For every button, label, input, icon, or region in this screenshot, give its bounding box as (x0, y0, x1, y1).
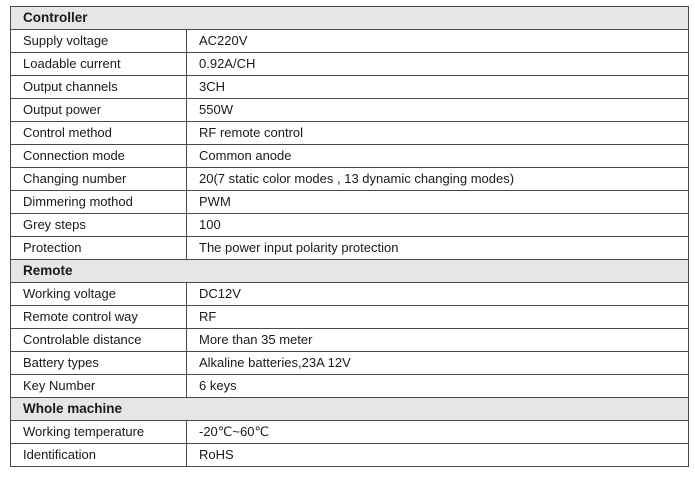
row-value: AC220V (187, 30, 689, 53)
row-value: 100 (187, 214, 689, 237)
row-label: Identification (11, 444, 187, 467)
row-label: Working temperature (11, 421, 187, 444)
row-value: Common anode (187, 145, 689, 168)
section-header-whole-machine (11, 398, 689, 421)
row-value: 0.92A/CH (187, 53, 689, 76)
table-row (11, 99, 689, 122)
row-label: Battery types (11, 352, 187, 375)
row-label: Supply voltage (11, 30, 187, 53)
table-row (11, 191, 689, 214)
table-row (11, 122, 689, 145)
row-label: Control method (11, 122, 187, 145)
row-label: Connection mode (11, 145, 187, 168)
row-label: Output channels (11, 76, 187, 99)
row-value: PWM (187, 191, 689, 214)
table-row (11, 329, 689, 352)
row-label: Remote control way (11, 306, 187, 329)
row-label: Working voltage (11, 283, 187, 306)
table-row (11, 214, 689, 237)
section-title: Controller (11, 7, 689, 30)
row-value: RoHS (187, 444, 689, 467)
row-label: Output power (11, 99, 187, 122)
row-value: RF (187, 306, 689, 329)
row-value: 550W (187, 99, 689, 122)
row-value: More than 35 meter (187, 329, 689, 352)
table-row (11, 283, 689, 306)
table-row (11, 421, 689, 444)
section-header-controller (11, 7, 689, 30)
table-row (11, 145, 689, 168)
row-value: -20℃~60℃ (187, 421, 689, 444)
table-row (11, 352, 689, 375)
table-row (11, 30, 689, 53)
row-value: 20(7 static color modes , 13 dynamic changing modes) (187, 168, 689, 191)
row-value: 6 keys (187, 375, 689, 398)
table-row (11, 375, 689, 398)
table-row (11, 444, 689, 467)
row-value: The power input polarity protection (187, 237, 689, 260)
row-label: Dimmering mothod (11, 191, 187, 214)
row-label: Loadable current (11, 53, 187, 76)
row-value: DC12V (187, 283, 689, 306)
table-row (11, 53, 689, 76)
row-value: RF remote control (187, 122, 689, 145)
row-value: Alkaline batteries,23A 12V (187, 352, 689, 375)
section-title: Remote (11, 260, 689, 283)
table-row (11, 306, 689, 329)
row-label: Grey steps (11, 214, 187, 237)
spec-table (10, 6, 689, 467)
row-value: 3CH (187, 76, 689, 99)
table-row (11, 237, 689, 260)
row-label: Protection (11, 237, 187, 260)
row-label: Controlable distance (11, 329, 187, 352)
row-label: Changing number (11, 168, 187, 191)
section-header-remote (11, 260, 689, 283)
section-title: Whole machine (11, 398, 689, 421)
row-label: Key Number (11, 375, 187, 398)
table-row (11, 76, 689, 99)
table-row (11, 168, 689, 191)
